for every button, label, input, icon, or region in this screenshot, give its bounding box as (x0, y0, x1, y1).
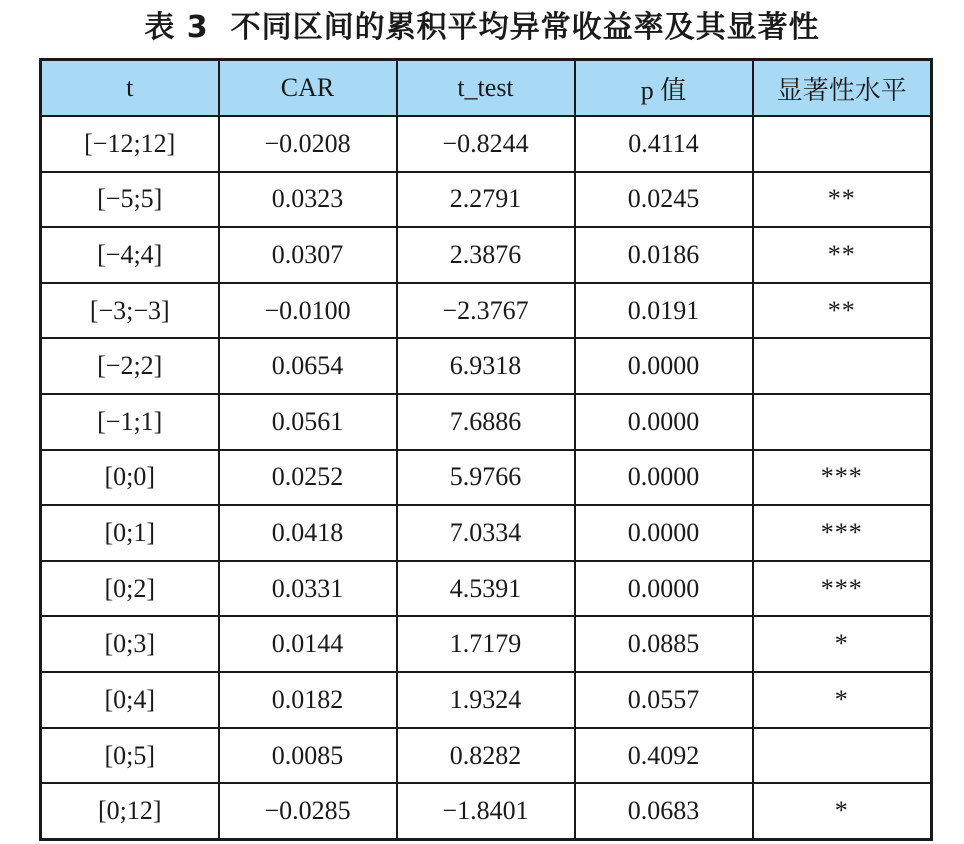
cell-window: [−4;4] (41, 227, 219, 283)
cell-p-value: 0.0245 (575, 172, 753, 228)
cell-significance (753, 116, 932, 172)
cell-p-value: 0.0000 (575, 338, 753, 394)
cell-car: 0.0654 (219, 338, 397, 394)
cell-p-value: 0.0885 (575, 616, 753, 672)
cell-window: [−3;−3] (41, 283, 219, 339)
header-car: CAR (219, 60, 397, 117)
cell-window: [0;2] (41, 561, 219, 617)
cell-t-test: 7.0334 (397, 505, 575, 561)
cell-window: [0;5] (41, 728, 219, 784)
cell-significance: * (753, 672, 932, 728)
cell-t-test: −1.8401 (397, 783, 575, 839)
cell-window: [−5;5] (41, 172, 219, 228)
table-row (41, 283, 932, 339)
cell-p-value: 0.0000 (575, 505, 753, 561)
cell-car: 0.0252 (219, 450, 397, 506)
table-row (41, 505, 932, 561)
header-p-value: p 值 (575, 60, 753, 117)
cell-car: 0.0307 (219, 227, 397, 283)
cell-window: [−1;1] (41, 394, 219, 450)
table-caption (0, 8, 964, 48)
cell-t-test: 4.5391 (397, 561, 575, 617)
header-significance: 显著性水平 (753, 60, 932, 117)
cell-car: −0.0285 (219, 783, 397, 839)
table-row (41, 227, 932, 283)
cell-significance (753, 338, 932, 394)
cell-significance: * (753, 783, 932, 839)
table-header (41, 60, 932, 117)
cell-t-test: 2.3876 (397, 227, 575, 283)
cell-significance: * (753, 616, 932, 672)
cell-p-value: 0.0186 (575, 227, 753, 283)
table-body (41, 116, 932, 840)
cell-car: 0.0561 (219, 394, 397, 450)
cell-significance: ** (753, 172, 932, 228)
table-row (41, 338, 932, 394)
cell-window: [0;4] (41, 672, 219, 728)
cell-t-test: 1.9324 (397, 672, 575, 728)
table-row (41, 394, 932, 450)
car-results-table (39, 58, 933, 841)
header-row (41, 60, 932, 117)
cell-t-test: 1.7179 (397, 616, 575, 672)
cell-p-value: 0.0191 (575, 283, 753, 339)
table-row (41, 616, 932, 672)
cell-significance: ** (753, 283, 932, 339)
cell-p-value: 0.0000 (575, 394, 753, 450)
cell-significance: ** (753, 227, 932, 283)
cell-t-test: 0.8282 (397, 728, 575, 784)
table-row (41, 728, 932, 784)
cell-significance: *** (753, 450, 932, 506)
table-row (41, 172, 932, 228)
cell-window: [−12;12] (41, 116, 219, 172)
table-title: 不同区间的累积平均异常收益率及其显著性 (230, 10, 820, 45)
cell-p-value: 0.4092 (575, 728, 753, 784)
cell-t-test: 2.2791 (397, 172, 575, 228)
cell-car: 0.0331 (219, 561, 397, 617)
cell-t-test: 6.9318 (397, 338, 575, 394)
cell-window: [0;12] (41, 783, 219, 839)
table-row (41, 561, 932, 617)
cell-window: [−2;2] (41, 338, 219, 394)
cell-car: 0.0418 (219, 505, 397, 561)
cell-p-value: 0.4114 (575, 116, 753, 172)
cell-car: 0.0085 (219, 728, 397, 784)
cell-car: 0.0144 (219, 616, 397, 672)
table-row (41, 783, 932, 839)
cell-significance: *** (753, 561, 932, 617)
cell-significance (753, 394, 932, 450)
cell-p-value: 0.0557 (575, 672, 753, 728)
cell-t-test: 5.9766 (397, 450, 575, 506)
cell-p-value: 0.0683 (575, 783, 753, 839)
cell-car: −0.0208 (219, 116, 397, 172)
table-row (41, 450, 932, 506)
cell-window: [0;1] (41, 505, 219, 561)
table-row (41, 116, 932, 172)
cell-significance (753, 728, 932, 784)
cell-t-test: −0.8244 (397, 116, 575, 172)
cell-t-test: 7.6886 (397, 394, 575, 450)
cell-significance: *** (753, 505, 932, 561)
cell-t-test: −2.3767 (397, 283, 575, 339)
cell-window: [0;0] (41, 450, 219, 506)
cell-window: [0;3] (41, 616, 219, 672)
cell-car: 0.0323 (219, 172, 397, 228)
cell-car: −0.0100 (219, 283, 397, 339)
cell-p-value: 0.0000 (575, 561, 753, 617)
header-t-test: t_test (397, 60, 575, 117)
cell-p-value: 0.0000 (575, 450, 753, 506)
table-number: 表 3 (144, 10, 209, 45)
header-t: t (41, 60, 219, 117)
cell-car: 0.0182 (219, 672, 397, 728)
table-row (41, 672, 932, 728)
